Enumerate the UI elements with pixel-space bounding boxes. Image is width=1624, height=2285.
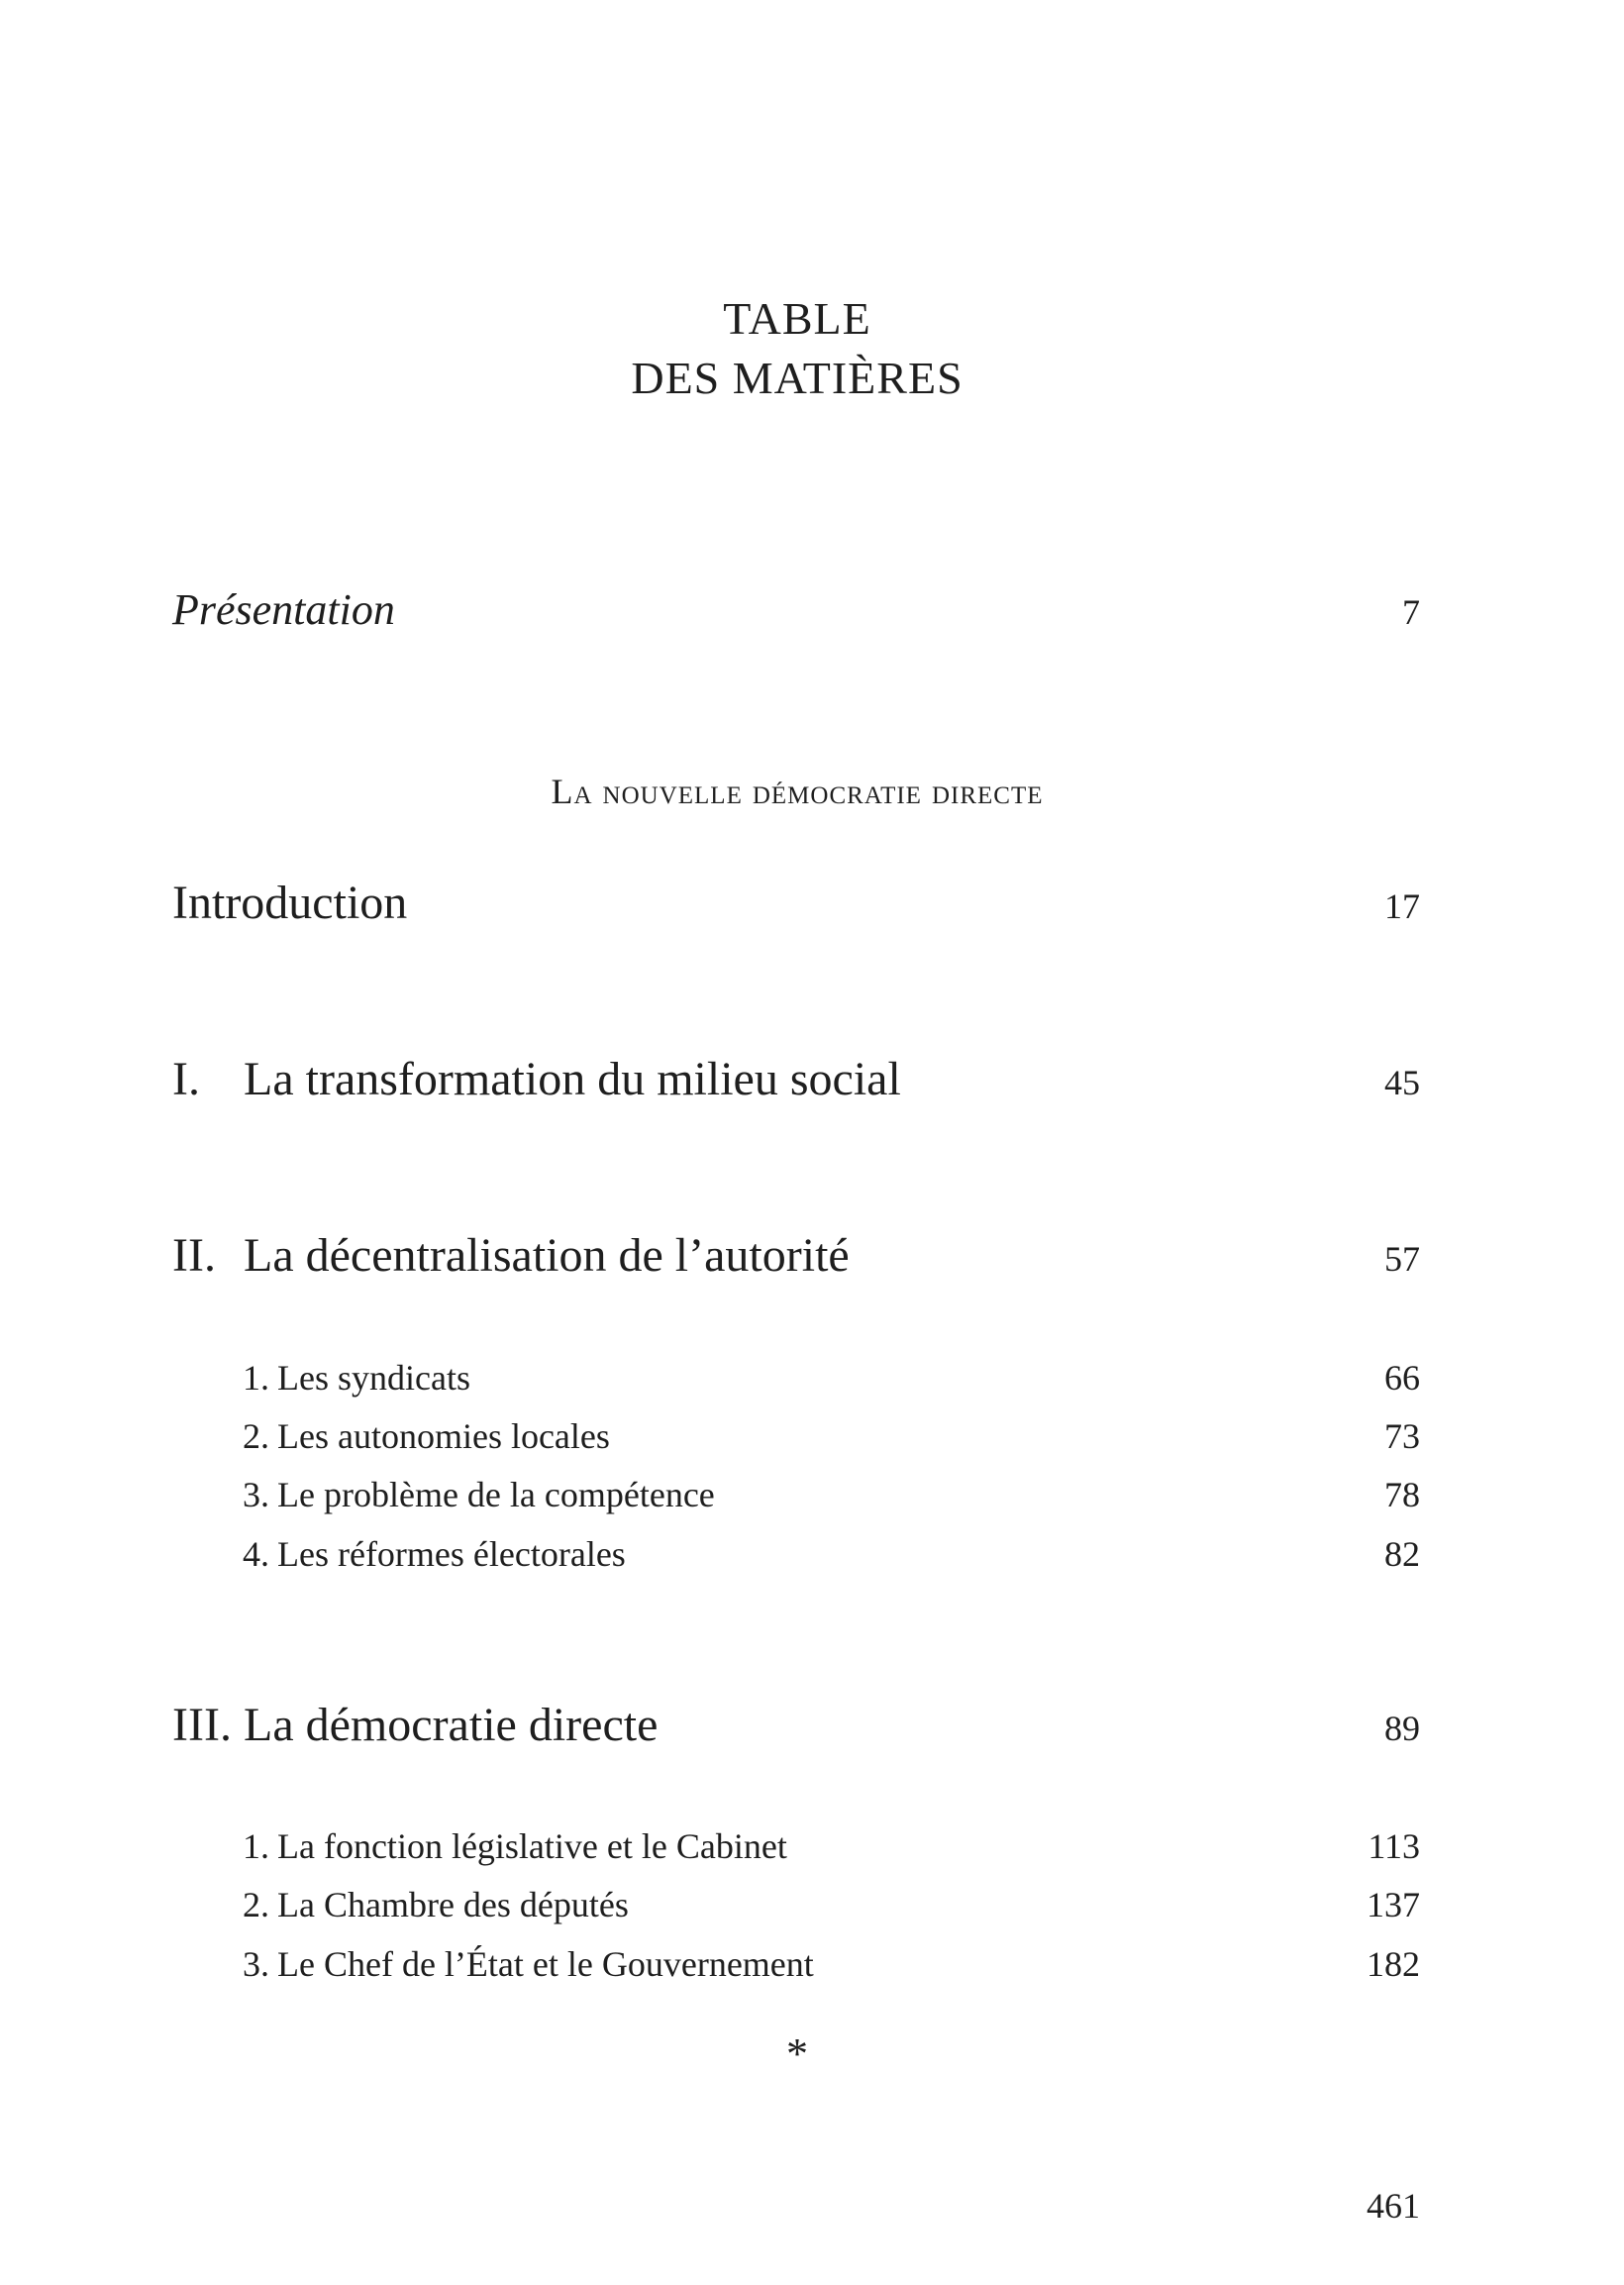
section-page-number: 73 [1384, 1416, 1420, 1456]
section-page-number: 113 [1368, 1826, 1420, 1866]
page-number-folio: 461 [1367, 2186, 1420, 2226]
section-number: 1. [243, 1826, 269, 1866]
section-number: 3. [243, 1475, 269, 1514]
toc-entry-section[interactable] [243, 1533, 1420, 1575]
presentation-label: Présentation [172, 585, 395, 634]
section-number: 4. [243, 1534, 269, 1574]
section-label: Les réformes électorales [277, 1534, 626, 1574]
section-label: Les autonomies locales [277, 1416, 610, 1456]
section-label: La Chambre des députés [277, 1885, 629, 1924]
section-number: 2. [243, 1416, 269, 1456]
section-page-number: 182 [1367, 1944, 1420, 1984]
section-page-number: 82 [1384, 1534, 1420, 1574]
toc-entry-chapter-2[interactable] [172, 1228, 1420, 1283]
introduction-label: Introduction [172, 877, 408, 929]
chapter-label: La transformation du milieu social [244, 1053, 901, 1105]
section-number: 2. [243, 1885, 269, 1924]
chapter-page-number: 57 [1384, 1239, 1420, 1279]
asterism-divider: * [786, 2029, 808, 2078]
chapter-label: La démocratie directe [244, 1699, 659, 1751]
toc-entry-introduction[interactable] [172, 876, 1420, 930]
presentation-page-number: 7 [1402, 592, 1420, 632]
section-label: Les syndicats [277, 1358, 470, 1398]
section-number: 1. [243, 1358, 269, 1398]
toc-entry-section[interactable] [243, 1357, 1420, 1399]
toc-title-line-1: TABLE [723, 293, 871, 344]
part-title: La nouvelle démocratie directe [551, 772, 1044, 811]
toc-entry-section[interactable] [243, 1474, 1420, 1515]
toc-entry-section[interactable] [243, 1884, 1420, 1925]
chapter-label: La décentralisation de l’autorité [244, 1229, 850, 1282]
section-label: La fonction législative et le Cabinet [277, 1826, 787, 1866]
section-label: Le problème de la compétence [277, 1475, 715, 1514]
toc-entry-section[interactable] [243, 1825, 1420, 1867]
chapter-numeral: I. [172, 1053, 200, 1105]
section-page-number: 78 [1384, 1475, 1420, 1514]
section-page-number: 137 [1367, 1885, 1420, 1924]
chapter-numeral: II. [172, 1229, 216, 1282]
toc-entry-section[interactable] [243, 1943, 1420, 1985]
chapter-page-number: 89 [1384, 1709, 1420, 1748]
chapter-page-number: 45 [1384, 1063, 1420, 1102]
section-number: 3. [243, 1944, 269, 1984]
toc-title-line-2: DES MATIÈRES [631, 353, 964, 403]
toc-entry-chapter-1[interactable] [172, 1052, 1420, 1106]
toc-entry-section[interactable] [243, 1415, 1420, 1457]
toc-entry-presentation[interactable] [172, 584, 1420, 635]
section-label: Le Chef de l’État et le Gouvernement [277, 1944, 814, 1984]
section-page-number: 66 [1384, 1358, 1420, 1398]
chapter-numeral: III. [172, 1699, 232, 1751]
introduction-page-number: 17 [1384, 886, 1420, 926]
toc-entry-chapter-3[interactable] [172, 1698, 1420, 1752]
